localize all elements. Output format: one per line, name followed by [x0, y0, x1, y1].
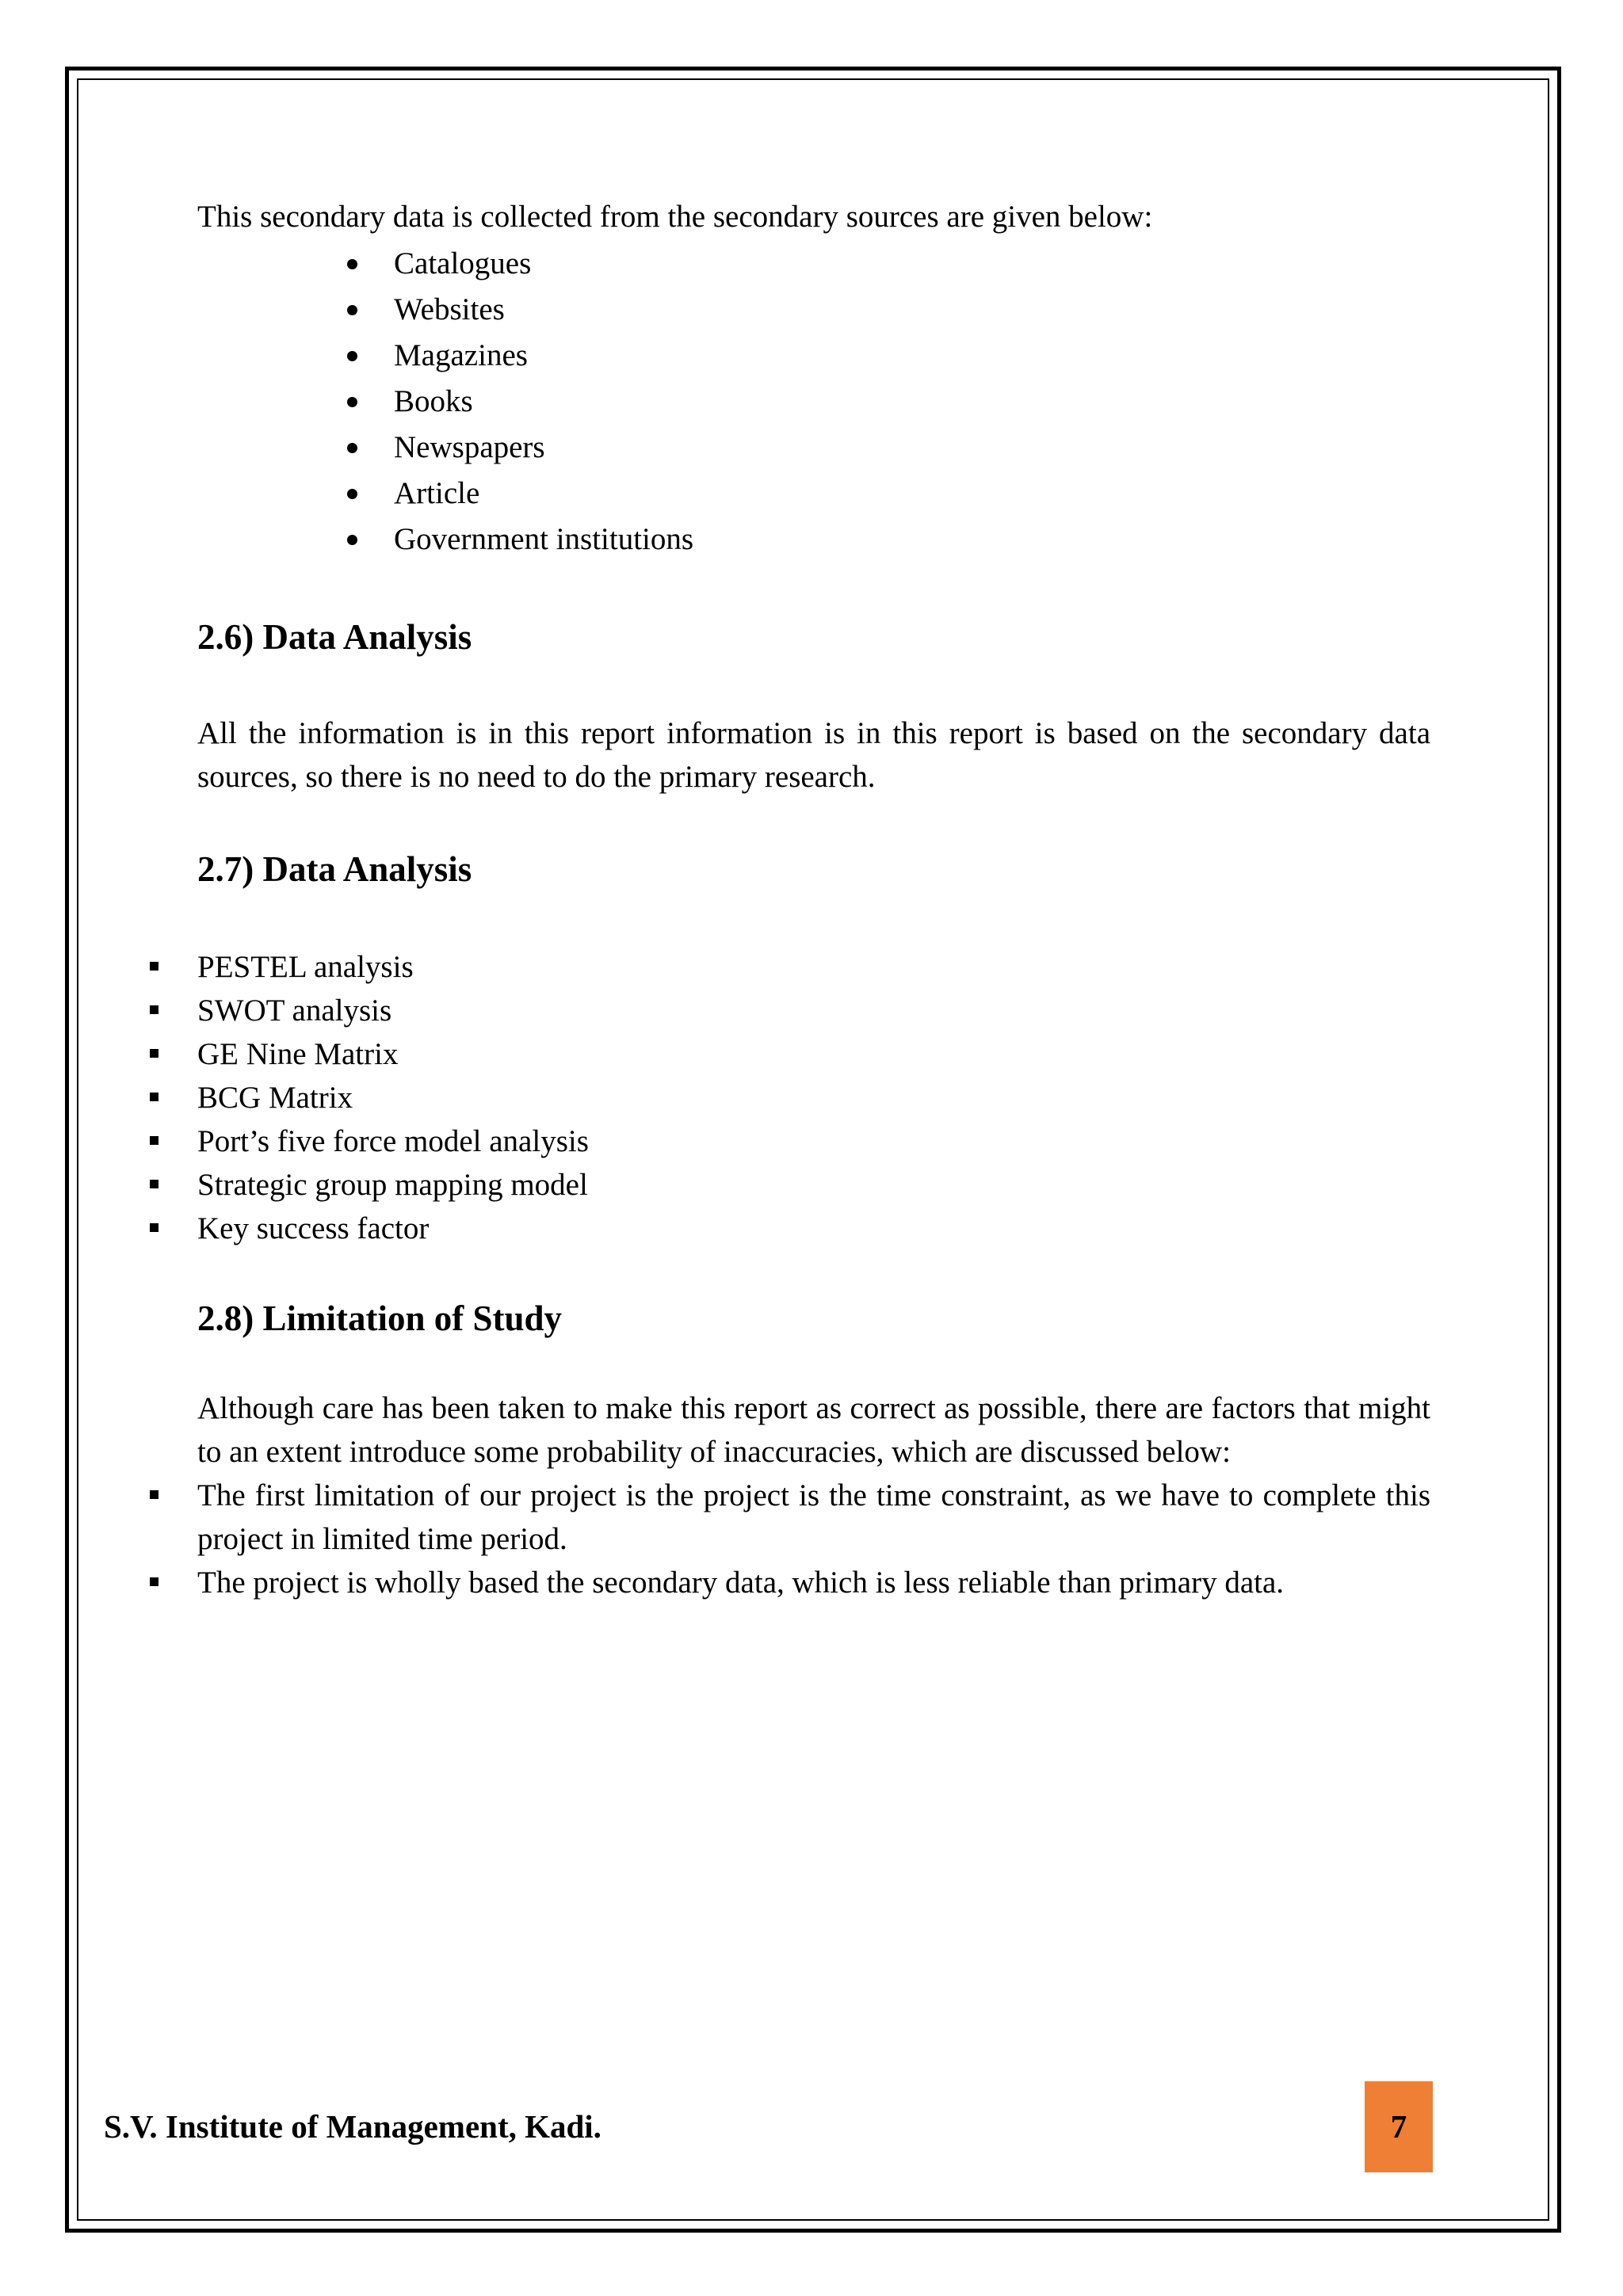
- analysis-tools-list: [147, 945, 589, 1250]
- list-item-label: The first limitation of our project is the project is the time constraint, as we have to complete this project in limited time period.: [197, 1478, 1430, 1556]
- list-item-label: PESTEL analysis: [197, 950, 414, 984]
- list-item-label: The project is wholly based the secondary data, which is less reliable than primary data.: [197, 1566, 1285, 1600]
- intro-paragraph: This secondary data is collected from the secondary sources are given below:: [197, 200, 1153, 234]
- list-item-label: Port’s five force model analysis: [197, 1124, 589, 1158]
- list-item: [147, 1474, 1430, 1561]
- list-item: [341, 379, 693, 425]
- list-item: [341, 425, 693, 471]
- section-heading-2-6: 2.6) Data Analysis: [197, 617, 472, 657]
- bullet-square-icon: [150, 1223, 158, 1232]
- list-item: [341, 333, 693, 379]
- list-item-label: Newspapers: [394, 430, 545, 464]
- bullet-dot-icon: [347, 259, 357, 269]
- list-item: [147, 989, 589, 1032]
- list-item: [341, 517, 693, 563]
- bullet-dot-icon: [347, 443, 357, 453]
- list-item-label: Catalogues: [394, 246, 532, 280]
- list-item: [147, 1076, 589, 1119]
- bullet-square-icon: [150, 1093, 158, 1101]
- bullet-dot-icon: [347, 489, 357, 499]
- section-heading-2-8: 2.8) Limitation of Study: [197, 1299, 563, 1338]
- limitations-list: [147, 1474, 1430, 1604]
- bullet-dot-icon: [347, 305, 357, 315]
- list-item: [341, 241, 693, 287]
- list-item-label: Government institutions: [394, 522, 694, 556]
- footer-institution: S.V. Institute of Management, Kadi.: [104, 2108, 601, 2145]
- list-item-label: BCG Matrix: [197, 1081, 353, 1115]
- bullet-square-icon: [150, 1577, 158, 1586]
- bullet-dot-icon: [347, 535, 357, 545]
- bullet-square-icon: [150, 962, 158, 971]
- list-item: [147, 1119, 589, 1163]
- list-item-label: Article: [394, 476, 480, 510]
- secondary-sources-list: [341, 241, 693, 563]
- list-item-label: Magazines: [394, 338, 528, 372]
- bullet-dot-icon: [347, 397, 357, 407]
- list-item-label: Books: [394, 384, 473, 418]
- list-item: [147, 1561, 1430, 1604]
- list-item-label: Strategic group mapping model: [197, 1168, 588, 1202]
- list-item: [147, 945, 589, 989]
- list-item: [147, 1032, 589, 1076]
- list-item-label: SWOT analysis: [197, 994, 392, 1028]
- page-number-badge: [1365, 2081, 1433, 2172]
- bullet-square-icon: [150, 1180, 158, 1188]
- list-item: [341, 287, 693, 333]
- list-item: [147, 1207, 589, 1250]
- list-item: [147, 1163, 589, 1207]
- section-2-6-paragraph: All the information is in this report information is in this report is based on the secondary data sources, so there is no need to do the primary research.: [197, 716, 1430, 794]
- bullet-square-icon: [150, 1490, 158, 1499]
- bullet-dot-icon: [347, 351, 357, 361]
- list-item-label: Websites: [394, 292, 505, 326]
- section-2-8-paragraph: Although care has been taken to make this report as correct as possible, there are factors that might to an extent introduce some probability of inaccuracies, which are discussed below:: [197, 1391, 1430, 1469]
- section-heading-2-7: 2.7) Data Analysis: [197, 849, 472, 889]
- list-item: [341, 471, 693, 517]
- page-number: 7: [1390, 2108, 1407, 2145]
- list-item-label: GE Nine Matrix: [197, 1037, 399, 1071]
- bullet-square-icon: [150, 1005, 158, 1014]
- bullet-square-icon: [150, 1049, 158, 1058]
- list-item-label: Key success factor: [197, 1211, 430, 1245]
- bullet-square-icon: [150, 1136, 158, 1145]
